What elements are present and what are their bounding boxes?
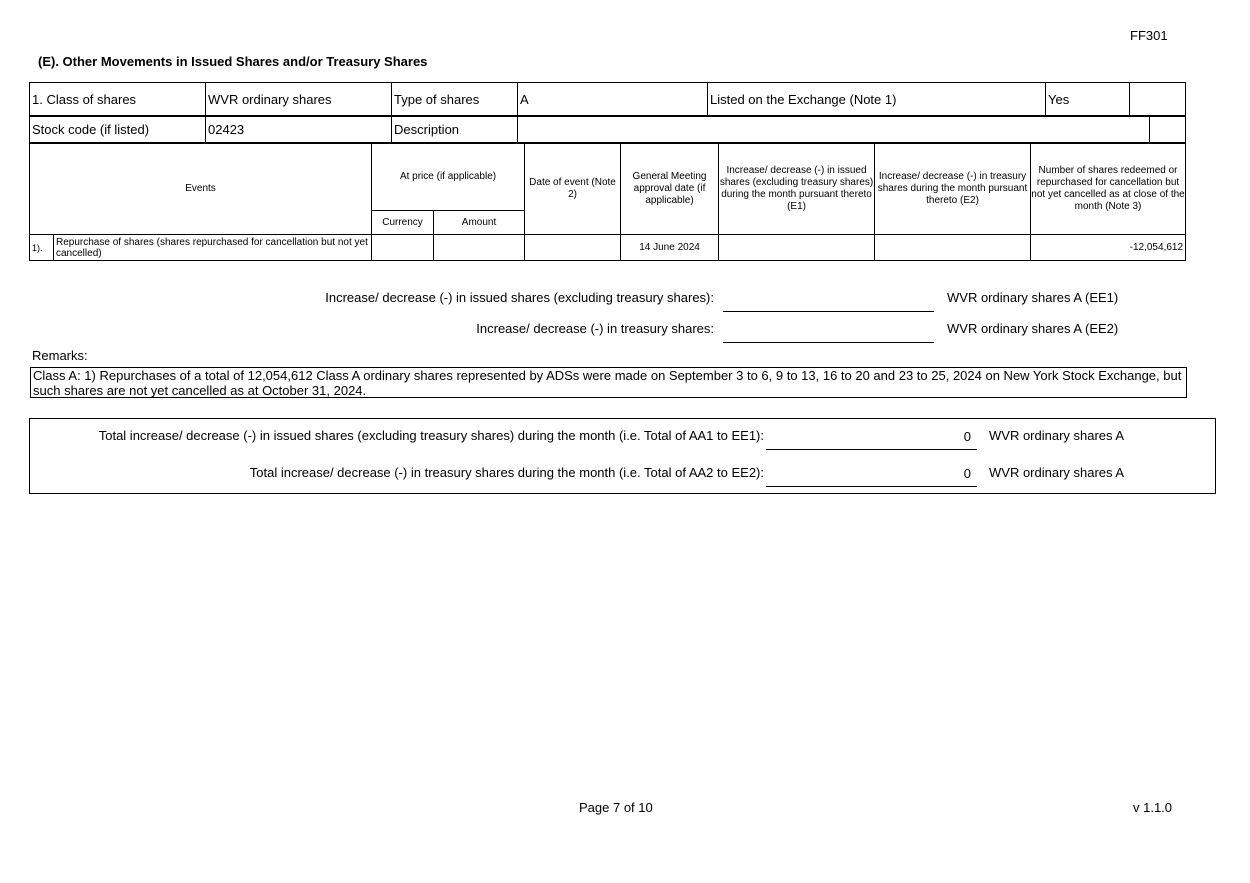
summary-treasury-label: Increase/ decrease (-) in treasury shares:: [476, 321, 714, 336]
description-value: [518, 117, 1150, 143]
version: v 1.1.0: [1133, 800, 1173, 815]
inc-treasury-header: Increase/ decrease (-) in treasury shares during the month pursuant thereto (E2): [875, 144, 1031, 235]
total-issued-label: Total increase/ decrease (-) in issued shares (excluding treasury shares) during the month (i.e. Total of AA1 to EE1):: [98, 428, 764, 443]
inc-issued-cell: [719, 235, 875, 261]
inc-treasury-cell: [875, 235, 1031, 261]
summary-treasury-value: [723, 322, 934, 343]
blank-cell: [1150, 117, 1186, 143]
events-header: Events: [30, 144, 372, 235]
table-row: [30, 235, 1186, 261]
redeemed-cell: -12,054,612: [1031, 235, 1186, 261]
remarks-label: Remarks:: [32, 348, 88, 363]
stock-code-value: 02423: [206, 117, 392, 143]
date-of-event-header: Date of event (Note 2): [525, 144, 621, 235]
description-label: Description: [392, 117, 518, 143]
summary-issued-unit: WVR ordinary shares A (EE1): [947, 290, 1119, 305]
summary-treasury-unit: WVR ordinary shares A (EE2): [947, 321, 1119, 336]
inc-issued-header: Increase/ decrease (-) in issued shares (excluding treasury shares) during the month pursuant thereto (E1): [719, 144, 875, 235]
date-of-event-cell: [525, 235, 621, 261]
total-issued-unit: WVR ordinary shares A: [989, 428, 1125, 443]
gm-approval-cell: 14 June 2024: [621, 235, 719, 261]
remarks-text: Class A: 1) Repurchases of a total of 12,054,612 Class A ordinary shares represented by ADSs were made on September 3 to 6, 9 to 13, 16 to 20 and 23 to 25, 2024 on New York Stock Exchange, but such shares are not yet cancelled as at October 31, 2024.: [30, 367, 1187, 398]
events-table: [29, 143, 1186, 261]
amount-cell: [434, 235, 525, 261]
page-number: Page 7 of 10: [579, 800, 653, 815]
type-of-shares-value: A: [518, 83, 708, 116]
redeemed-header: Number of shares redeemed or repurchased for cancellation but not yet cancelled as at close of the month (Note 3): [1031, 144, 1186, 235]
form-code: FF301: [1130, 28, 1168, 43]
summary-issued-label: Increase/ decrease (-) in issued shares (excluding treasury shares):: [325, 290, 714, 305]
total-treasury-value: 0: [766, 466, 977, 487]
at-price-header: At price (if applicable): [372, 144, 525, 211]
summary-issued-value: [723, 291, 934, 312]
listed-value: Yes: [1046, 83, 1130, 116]
stock-code-label: Stock code (if listed): [30, 117, 206, 143]
total-treasury-unit: WVR ordinary shares A: [989, 465, 1125, 480]
blank-cell: [1130, 83, 1186, 116]
listed-label: Listed on the Exchange (Note 1): [708, 83, 1046, 116]
class-info-row: [29, 82, 1186, 116]
total-issued-value: 0: [766, 429, 977, 450]
row-number: 1).: [30, 235, 54, 261]
type-of-shares-label: Type of shares: [392, 83, 518, 116]
total-treasury-label: Total increase/ decrease (-) in treasury shares during the month (i.e. Total of AA2 to EE2):: [249, 465, 764, 480]
stock-code-row: [29, 116, 1186, 143]
gm-approval-header: General Meeting approval date (if applicable): [621, 144, 719, 235]
amount-header: Amount: [434, 211, 525, 235]
class-of-shares-value: WVR ordinary shares: [206, 83, 392, 116]
class-of-shares-label: 1. Class of shares: [30, 83, 206, 116]
event-description: Repurchase of shares (shares repurchased for cancellation but not yet cancelled): [54, 235, 372, 261]
currency-cell: [372, 235, 434, 261]
currency-header: Currency: [372, 211, 434, 235]
section-title: (E). Other Movements in Issued Shares and/or Treasury Shares: [38, 54, 428, 69]
